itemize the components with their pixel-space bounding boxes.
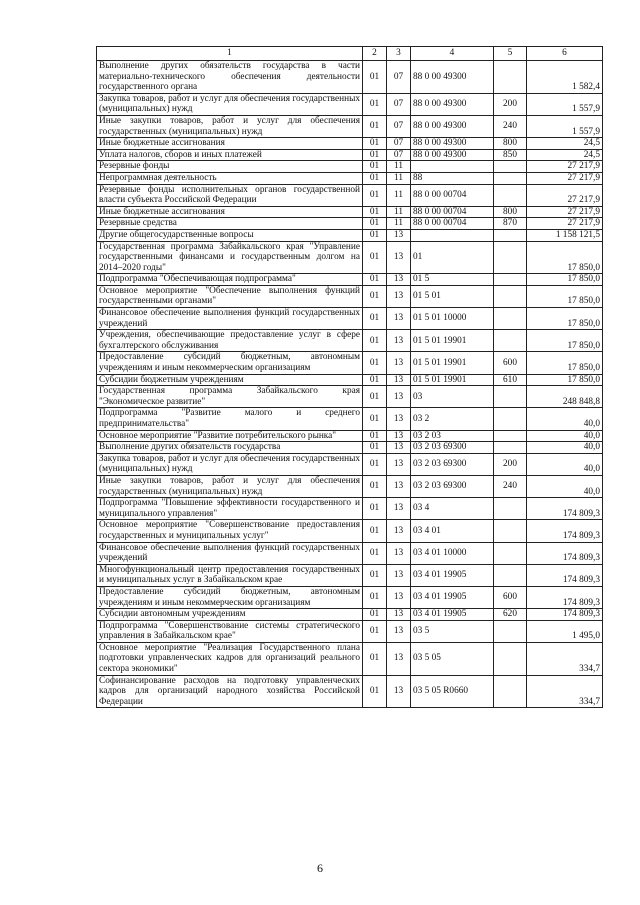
subsection-code-cell: 13 xyxy=(387,564,411,586)
amount-cell: 174 809,3 xyxy=(527,542,603,564)
section-code-cell: 01 xyxy=(363,408,387,430)
subsection-code-cell: 07 xyxy=(387,115,411,137)
target-item-code-cell: 88 xyxy=(411,172,494,184)
amount-cell: 17 850,0 xyxy=(527,374,603,386)
expense-type-code-cell xyxy=(494,386,527,408)
table-row xyxy=(97,285,603,307)
section-code-cell: 01 xyxy=(363,609,387,621)
table-row xyxy=(97,609,603,621)
amount-cell: 27 217,9 xyxy=(527,184,603,206)
target-item-code-cell: 88 0 00 49300 xyxy=(411,61,494,94)
amount-cell: 40,0 xyxy=(527,442,603,454)
subsection-code-cell: 13 xyxy=(387,330,411,352)
section-code-cell: 01 xyxy=(363,115,387,137)
section-code-cell: 01 xyxy=(363,564,387,586)
section-code-cell: 01 xyxy=(363,586,387,608)
table-row xyxy=(97,352,603,374)
amount-cell: 17 850,0 xyxy=(527,308,603,330)
section-code-cell: 01 xyxy=(363,642,387,675)
row-name-cell: Основное мероприятие "Совершенствование предоставления государственных и муниципальных услуг" xyxy=(97,520,363,542)
subsection-code-cell: 07 xyxy=(387,149,411,161)
target-item-code-cell: 03 4 01 10000 xyxy=(411,542,494,564)
section-code-cell: 01 xyxy=(363,308,387,330)
row-name-cell: Иные бюджетные ассигнования xyxy=(97,206,363,218)
amount-cell: 40,0 xyxy=(527,430,603,442)
amount-cell: 174 809,3 xyxy=(527,498,603,520)
table-row xyxy=(97,308,603,330)
section-code-cell: 01 xyxy=(363,542,387,564)
target-item-code-cell: 01 5 01 19901 xyxy=(411,374,494,386)
table-row xyxy=(97,453,603,475)
header-cell-expense-type: 5 xyxy=(494,47,527,61)
section-code-cell: 01 xyxy=(363,161,387,173)
section-code-cell: 01 xyxy=(363,453,387,475)
amount-cell: 40,0 xyxy=(527,475,603,497)
section-code-cell: 01 xyxy=(363,442,387,454)
expense-type-code-cell xyxy=(494,184,527,206)
row-name-cell: Другие общегосударственные вопросы xyxy=(97,229,363,241)
subsection-code-cell: 13 xyxy=(387,229,411,241)
expense-type-code-cell xyxy=(494,285,527,307)
row-name-cell: Иные бюджетные ассигнования xyxy=(97,138,363,150)
row-name-cell: Уплата налогов, сборов и иных платежей xyxy=(97,149,363,161)
row-name-cell: Выполнение других обязательств государства в части материально-технического обеспечения деятельности государственного органа xyxy=(97,61,363,94)
expense-type-code-cell: 200 xyxy=(494,453,527,475)
row-name-cell: Резервные средства xyxy=(97,218,363,230)
row-name-cell: Иные закупки товаров, работ и услуг для обеспечения государственных (муниципальных) нужд xyxy=(97,115,363,137)
amount-cell: 27 217,9 xyxy=(527,161,603,173)
expense-type-code-cell xyxy=(494,642,527,675)
table-row xyxy=(97,172,603,184)
table-row xyxy=(97,161,603,173)
expense-type-code-cell xyxy=(494,61,527,94)
section-code-cell: 01 xyxy=(363,184,387,206)
table-row xyxy=(97,218,603,230)
target-item-code-cell: 01 5 01 xyxy=(411,285,494,307)
target-item-code-cell: 03 4 01 19905 xyxy=(411,609,494,621)
amount-cell: 174 809,3 xyxy=(527,609,603,621)
row-name-cell: Закупка товаров, работ и услуг для обеспечения государственных (муниципальных) нужд xyxy=(97,93,363,115)
expense-type-code-cell: 800 xyxy=(494,206,527,218)
table-body xyxy=(97,61,603,708)
table-row xyxy=(97,675,603,708)
target-item-code-cell xyxy=(411,229,494,241)
subsection-code-cell: 13 xyxy=(387,386,411,408)
expense-type-code-cell xyxy=(494,229,527,241)
subsection-code-cell: 11 xyxy=(387,218,411,230)
amount-cell: 27 217,9 xyxy=(527,218,603,230)
row-name-cell: Учреждения, обеспечивающие предоставление услуг в сфере бухгалтерского обслуживания xyxy=(97,330,363,352)
section-code-cell: 01 xyxy=(363,330,387,352)
section-code-cell: 01 xyxy=(363,149,387,161)
expense-type-code-cell xyxy=(494,330,527,352)
subsection-code-cell: 07 xyxy=(387,138,411,150)
row-name-cell: Резервные фонды xyxy=(97,161,363,173)
target-item-code-cell: 01 5 01 10000 xyxy=(411,308,494,330)
expense-type-code-cell xyxy=(494,430,527,442)
expense-type-code-cell xyxy=(494,442,527,454)
table-row xyxy=(97,542,603,564)
expense-type-code-cell: 800 xyxy=(494,138,527,150)
table-row xyxy=(97,274,603,286)
target-item-code-cell: 03 4 xyxy=(411,498,494,520)
row-name-cell: Иные закупки товаров, работ и услуг для обеспечения государственных (муниципальных) нужд xyxy=(97,475,363,497)
section-code-cell: 01 xyxy=(363,386,387,408)
amount-cell: 1 557,9 xyxy=(527,115,603,137)
target-item-code-cell: 88 0 00 00704 xyxy=(411,206,494,218)
subsection-code-cell: 13 xyxy=(387,241,411,274)
amount-cell: 40,0 xyxy=(527,408,603,430)
row-name-cell: Предоставление субсидий бюджетным, автономным учреждениям и иным некоммерческим организациям xyxy=(97,352,363,374)
expense-type-code-cell xyxy=(494,161,527,173)
subsection-code-cell: 13 xyxy=(387,285,411,307)
subsection-code-cell: 13 xyxy=(387,430,411,442)
target-item-code-cell: 88 0 00 49300 xyxy=(411,138,494,150)
table-row xyxy=(97,386,603,408)
amount-cell: 334,7 xyxy=(527,642,603,675)
subsection-code-cell: 13 xyxy=(387,620,411,642)
amount-cell: 24,5 xyxy=(527,149,603,161)
subsection-code-cell: 13 xyxy=(387,308,411,330)
amount-cell: 174 809,3 xyxy=(527,520,603,542)
subsection-code-cell: 13 xyxy=(387,453,411,475)
section-code-cell: 01 xyxy=(363,93,387,115)
expense-type-code-cell xyxy=(494,542,527,564)
table-row xyxy=(97,184,603,206)
section-code-cell: 01 xyxy=(363,274,387,286)
table-row xyxy=(97,93,603,115)
subsection-code-cell: 11 xyxy=(387,172,411,184)
amount-cell: 1 582,4 xyxy=(527,61,603,94)
amount-cell: 24,5 xyxy=(527,138,603,150)
table-row xyxy=(97,115,603,137)
expense-type-code-cell xyxy=(494,498,527,520)
table-row xyxy=(97,620,603,642)
row-name-cell: Софинансирование расходов на подготовку управленческих кадров для организаций народного хозяйства Российской Федерации xyxy=(97,675,363,708)
table-row xyxy=(97,61,603,94)
table-row xyxy=(97,149,603,161)
subsection-code-cell: 13 xyxy=(387,542,411,564)
amount-cell: 27 217,9 xyxy=(527,172,603,184)
target-item-code-cell: 01 5 01 19901 xyxy=(411,330,494,352)
section-code-cell: 01 xyxy=(363,241,387,274)
expense-type-code-cell: 620 xyxy=(494,609,527,621)
row-name-cell: Финансовое обеспечение выполнения функций государственных учреждений xyxy=(97,308,363,330)
target-item-code-cell: 03 5 05 R0660 xyxy=(411,675,494,708)
budget-table xyxy=(96,46,603,708)
table-row xyxy=(97,374,603,386)
amount-cell: 334,7 xyxy=(527,675,603,708)
section-code-cell: 01 xyxy=(363,61,387,94)
target-item-code-cell: 03 2 03 69300 xyxy=(411,475,494,497)
amount-cell: 17 850,0 xyxy=(527,241,603,274)
target-item-code-cell: 03 4 01 xyxy=(411,520,494,542)
expense-type-code-cell: 600 xyxy=(494,352,527,374)
header-cell-amount: 6 xyxy=(527,47,603,61)
header-cell-target-item: 4 xyxy=(411,47,494,61)
row-name-cell: Подпрограмма "Обеспечивающая подпрограмма" xyxy=(97,274,363,286)
target-item-code-cell: 03 2 xyxy=(411,408,494,430)
subsection-code-cell: 13 xyxy=(387,408,411,430)
expense-type-code-cell: 240 xyxy=(494,475,527,497)
section-code-cell: 01 xyxy=(363,285,387,307)
table-row xyxy=(97,330,603,352)
header-cell-subsection: 3 xyxy=(387,47,411,61)
target-item-code-cell: 01 xyxy=(411,241,494,274)
section-code-cell: 01 xyxy=(363,172,387,184)
table-row xyxy=(97,586,603,608)
subsection-code-cell: 13 xyxy=(387,498,411,520)
row-name-cell: Предоставление субсидий бюджетным, автономным учреждениям и иным некоммерческим организациям xyxy=(97,586,363,608)
target-item-code-cell: 03 2 03 xyxy=(411,430,494,442)
target-item-code-cell: 88 0 00 49300 xyxy=(411,115,494,137)
subsection-code-cell: 13 xyxy=(387,374,411,386)
row-name-cell: Закупка товаров, работ и услуг для обеспечения государственных (муниципальных) нужд xyxy=(97,453,363,475)
table-row xyxy=(97,442,603,454)
amount-cell: 17 850,0 xyxy=(527,274,603,286)
row-name-cell: Выполнение других обязательств государства xyxy=(97,442,363,454)
amount-cell: 40,0 xyxy=(527,453,603,475)
table-row xyxy=(97,498,603,520)
row-name-cell: Многофункциональный центр предоставления государственных и муниципальных услуг в Забайкальском крае xyxy=(97,564,363,586)
row-name-cell: Субсидии бюджетным учреждениям xyxy=(97,374,363,386)
section-code-cell: 01 xyxy=(363,675,387,708)
amount-cell: 248 848,8 xyxy=(527,386,603,408)
section-code-cell: 01 xyxy=(363,620,387,642)
subsection-code-cell: 13 xyxy=(387,642,411,675)
row-name-cell: Субсидии автономным учреждениям xyxy=(97,609,363,621)
amount-cell: 27 217,9 xyxy=(527,206,603,218)
target-item-code-cell: 01 5 xyxy=(411,274,494,286)
subsection-code-cell: 11 xyxy=(387,184,411,206)
subsection-code-cell: 13 xyxy=(387,475,411,497)
subsection-code-cell: 13 xyxy=(387,609,411,621)
row-name-cell: Финансовое обеспечение выполнения функций государственных учреждений xyxy=(97,542,363,564)
target-item-code-cell: 88 0 00 49300 xyxy=(411,93,494,115)
amount-cell: 174 809,3 xyxy=(527,564,603,586)
row-name-cell: Подпрограмма "Повышение эффективности государственного и муниципального управления" xyxy=(97,498,363,520)
row-name-cell: Основное мероприятие "Реализация Государственного плана подготовки управленческих кадров для организаций реального сектора экономики" xyxy=(97,642,363,675)
section-code-cell: 01 xyxy=(363,229,387,241)
expense-type-code-cell xyxy=(494,241,527,274)
table-row xyxy=(97,206,603,218)
row-name-cell: Государственная программа Забайкальского края "Экономическое развитие" xyxy=(97,386,363,408)
table-row xyxy=(97,564,603,586)
subsection-code-cell: 11 xyxy=(387,161,411,173)
section-code-cell: 01 xyxy=(363,475,387,497)
subsection-code-cell: 13 xyxy=(387,352,411,374)
amount-cell: 1 158 121,5 xyxy=(527,229,603,241)
target-item-code-cell: 03 5 xyxy=(411,620,494,642)
expense-type-code-cell: 240 xyxy=(494,115,527,137)
subsection-code-cell: 07 xyxy=(387,61,411,94)
target-item-code-cell: 88 0 00 00704 xyxy=(411,218,494,230)
table-row xyxy=(97,229,603,241)
section-code-cell: 01 xyxy=(363,498,387,520)
target-item-code-cell: 03 2 03 69300 xyxy=(411,442,494,454)
subsection-code-cell: 13 xyxy=(387,586,411,608)
section-code-cell: 01 xyxy=(363,520,387,542)
target-item-code-cell: 03 xyxy=(411,386,494,408)
table-row xyxy=(97,430,603,442)
section-code-cell: 01 xyxy=(363,206,387,218)
target-item-code-cell: 88 0 00 49300 xyxy=(411,149,494,161)
header-cell-name: 1 xyxy=(97,47,363,61)
expense-type-code-cell: 850 xyxy=(494,149,527,161)
amount-cell: 17 850,0 xyxy=(527,352,603,374)
table-row xyxy=(97,475,603,497)
subsection-code-cell: 13 xyxy=(387,442,411,454)
header-cell-section: 2 xyxy=(363,47,387,61)
expense-type-code-cell: 200 xyxy=(494,93,527,115)
target-item-code-cell: 03 4 01 19905 xyxy=(411,586,494,608)
section-code-cell: 01 xyxy=(363,430,387,442)
section-code-cell: 01 xyxy=(363,138,387,150)
row-name-cell: Основное мероприятие "Развитие потребительского рынка" xyxy=(97,430,363,442)
table-row xyxy=(97,138,603,150)
target-item-code-cell: 03 5 05 xyxy=(411,642,494,675)
amount-cell: 1 557,9 xyxy=(527,93,603,115)
section-code-cell: 01 xyxy=(363,352,387,374)
amount-cell: 174 809,3 xyxy=(527,586,603,608)
target-item-code-cell: 88 0 00 00704 xyxy=(411,184,494,206)
section-code-cell: 01 xyxy=(363,374,387,386)
table-row xyxy=(97,520,603,542)
subsection-code-cell: 07 xyxy=(387,93,411,115)
target-item-code-cell: 03 2 03 69300 xyxy=(411,453,494,475)
expense-type-code-cell xyxy=(494,172,527,184)
expense-type-code-cell xyxy=(494,675,527,708)
row-name-cell: Непрограммная деятельность xyxy=(97,172,363,184)
expense-type-code-cell xyxy=(494,308,527,330)
expense-type-code-cell: 610 xyxy=(494,374,527,386)
amount-cell: 1 495,0 xyxy=(527,620,603,642)
header-row xyxy=(97,47,603,61)
subsection-code-cell: 13 xyxy=(387,520,411,542)
table-row xyxy=(97,642,603,675)
table-row xyxy=(97,241,603,274)
subsection-code-cell: 13 xyxy=(387,675,411,708)
page-number: 6 xyxy=(317,861,323,875)
expense-type-code-cell xyxy=(494,408,527,430)
amount-cell: 17 850,0 xyxy=(527,285,603,307)
row-name-cell: Государственная программа Забайкальского края "Управление государственными финансами и государственным долгом на 2014–2020 годы" xyxy=(97,241,363,274)
expense-type-code-cell xyxy=(494,274,527,286)
row-name-cell: Резервные фонды исполнительных органов государственной власти субъекта Российской Федерации xyxy=(97,184,363,206)
subsection-code-cell: 11 xyxy=(387,206,411,218)
section-code-cell: 01 xyxy=(363,218,387,230)
amount-cell: 17 850,0 xyxy=(527,330,603,352)
target-item-code-cell xyxy=(411,161,494,173)
target-item-code-cell: 03 4 01 19905 xyxy=(411,564,494,586)
target-item-code-cell: 01 5 01 19901 xyxy=(411,352,494,374)
row-name-cell: Подпрограмма "Развитие малого и среднего предпринимательства" xyxy=(97,408,363,430)
expense-type-code-cell xyxy=(494,620,527,642)
expense-type-code-cell xyxy=(494,520,527,542)
table-row xyxy=(97,408,603,430)
expense-type-code-cell xyxy=(494,564,527,586)
subsection-code-cell: 13 xyxy=(387,274,411,286)
row-name-cell: Основное мероприятие "Обеспечение выполнения функций государственными органами" xyxy=(97,285,363,307)
expense-type-code-cell: 600 xyxy=(494,586,527,608)
expense-type-code-cell: 870 xyxy=(494,218,527,230)
row-name-cell: Подпрограмма "Совершенствование системы стратегического управления в Забайкальском крае" xyxy=(97,620,363,642)
